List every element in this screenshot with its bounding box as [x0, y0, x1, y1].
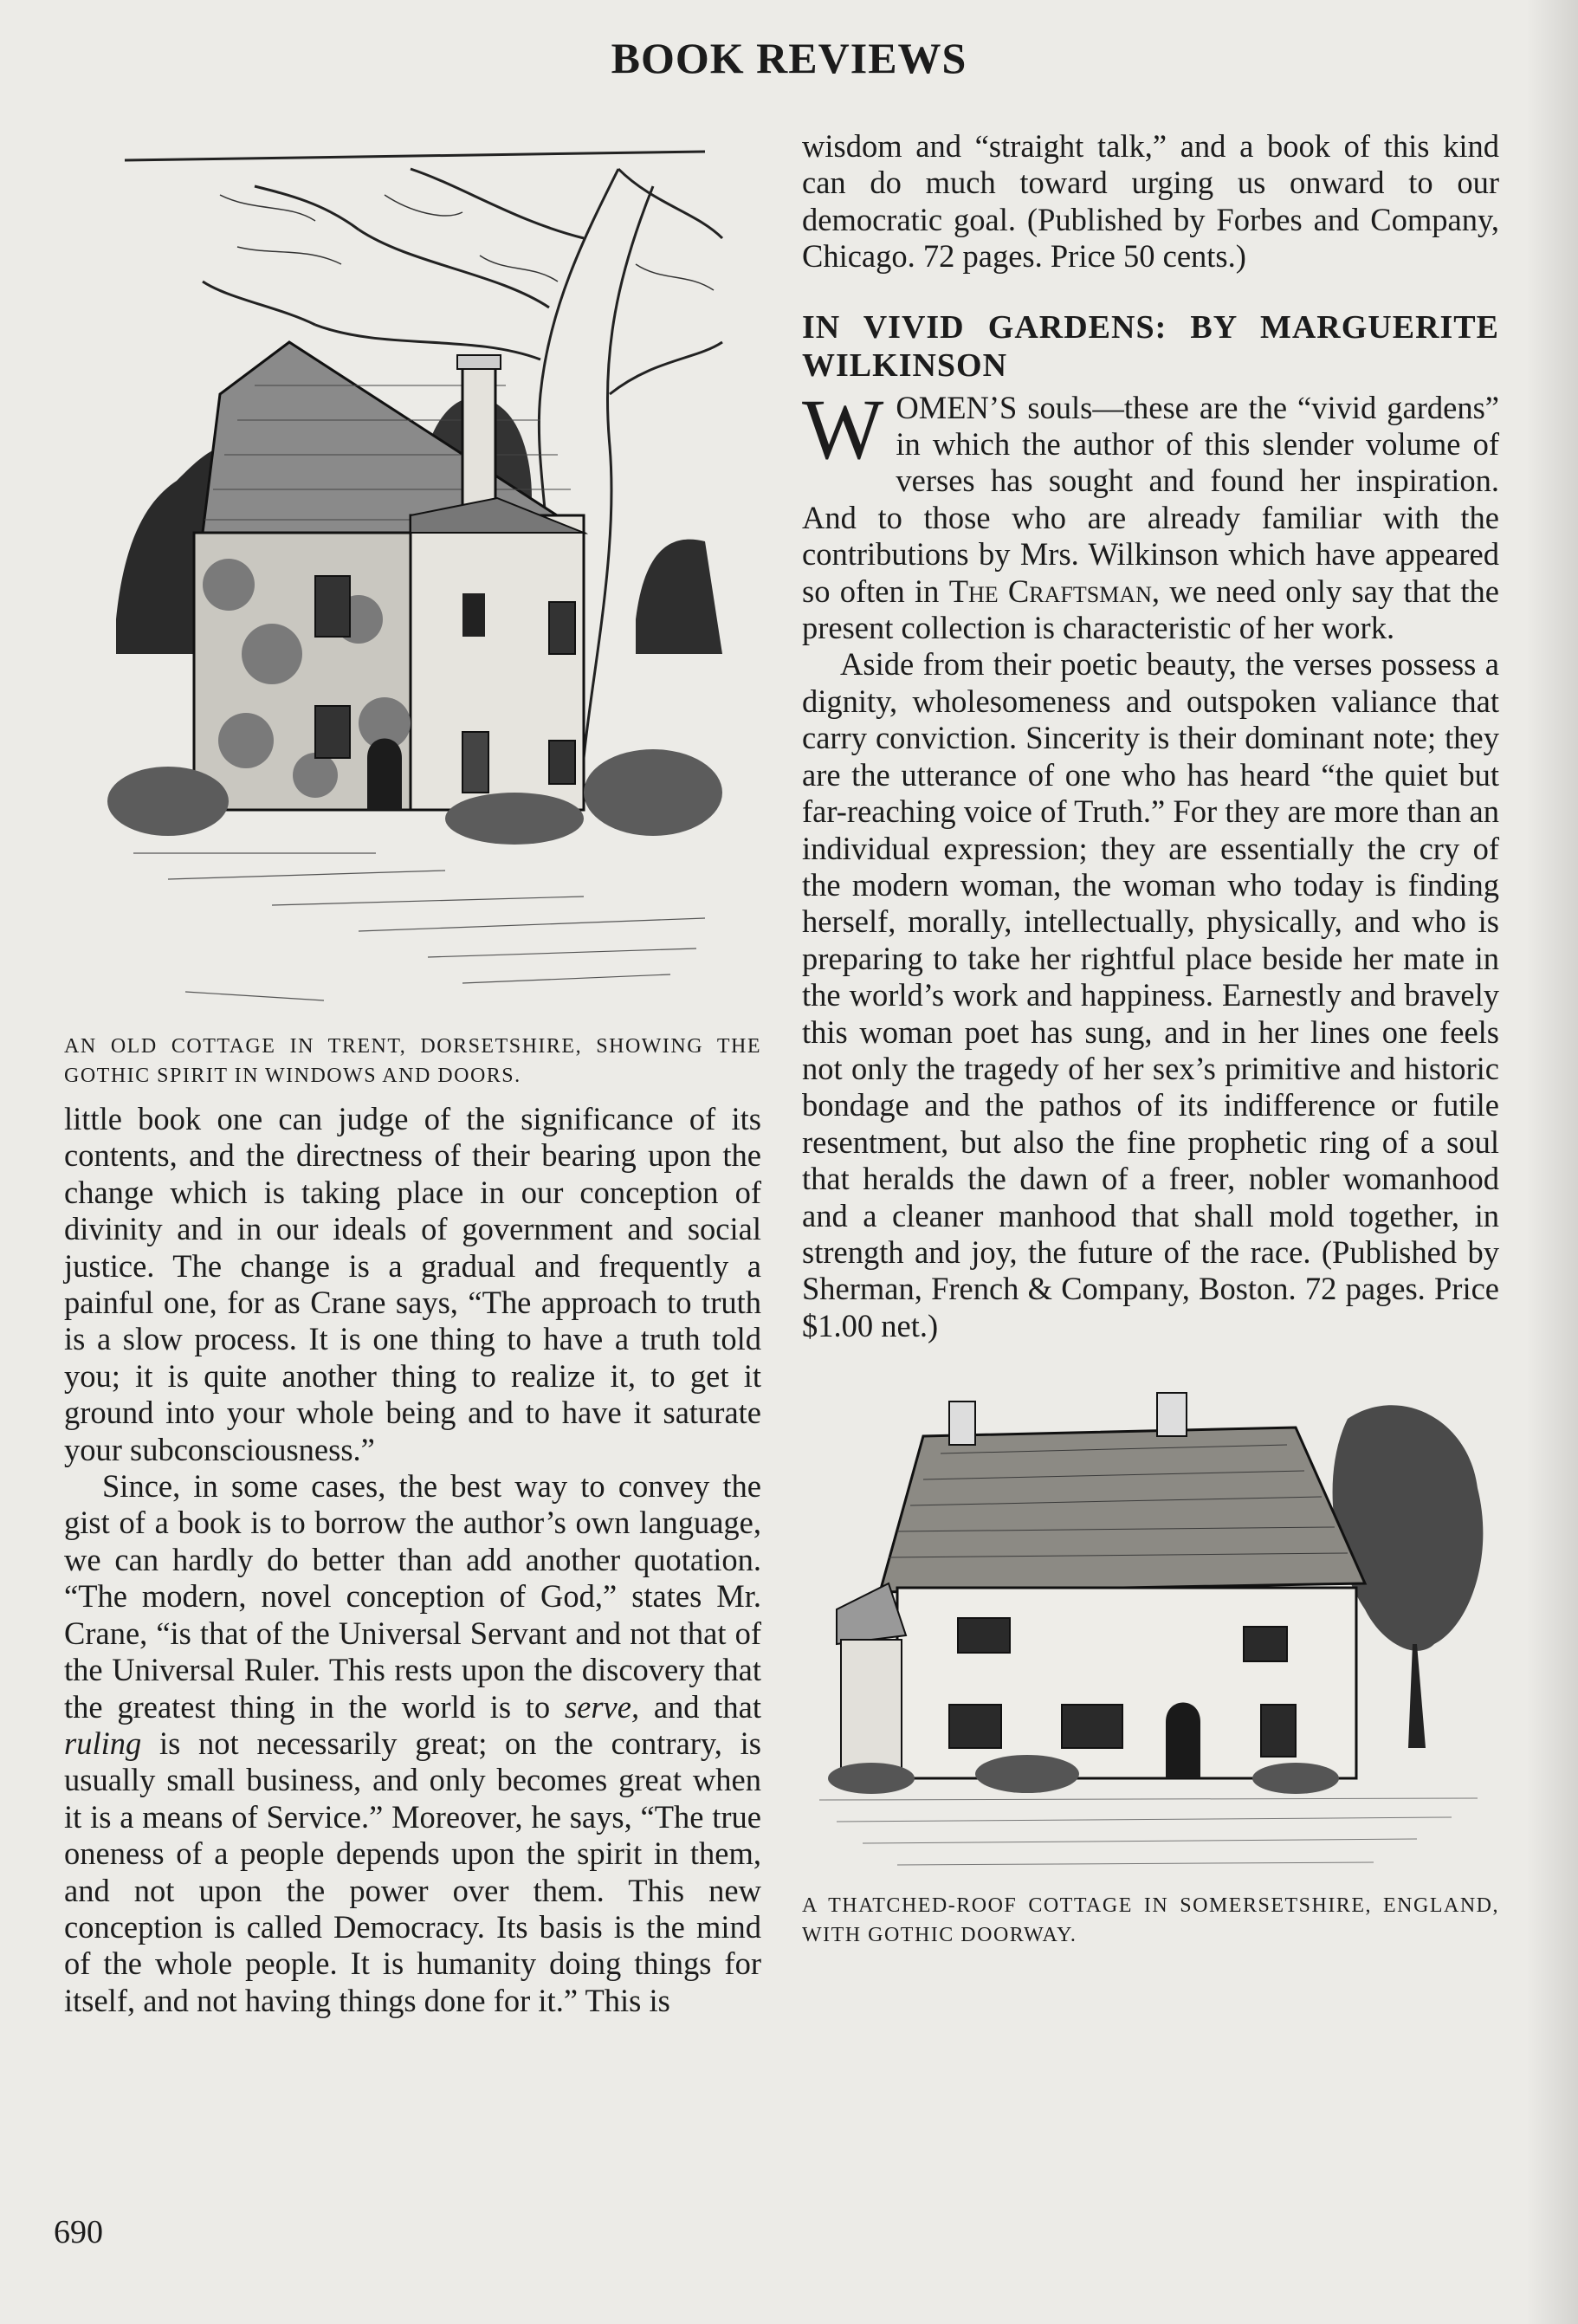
thatched-cottage-illustration — [811, 1384, 1495, 1882]
figure-caption-left: AN OLD COTTAGE IN TRENT, DORSETSHIRE, SHOWING THE GOTHIC SPIRIT IN WINDOWS AND DOORS. — [64, 1035, 761, 1087]
drop-cap: W — [802, 380, 884, 477]
scan-gutter-shadow — [1526, 0, 1578, 2324]
right-paragraph-continued: wisdom and “straight talk,” and a book of this kind can do much toward urging us onward to our democratic goal. (Published by Forbes and Company, Chicago. 72 pages. Price 50 cents.) — [802, 128, 1499, 275]
review-paragraph-1: WOMEN’S souls—these are the “vivid gardens” in which the author of this slender volume of verses has sought and found her inspiration. And to those who are already familiar with the contributions by Mrs. Wilkinson which have appeared so often in The Craftsman, we need only say that the present collection is characteristic of her work. — [802, 380, 1499, 646]
right-column — [802, 128, 1499, 1950]
left-paragraph-2: Since, in some cases, the best way to convey the gist of a book is to borrow the author’s own language, we can hardly do better than add another quotation. “The modern, novel conception of God,” states Mr. Crane, “is that of the Universal Servant and not that of the Universal Ruler. This rests upon the discovery that the greatest thing in the world is to serve, and that ruling is not necessarily great; on the contrary, is usually small business, and only becomes great when it is a means of Service.” Moreover, he says, “The true oneness of a people depends upon the spirit in them, and not upon the power over them. This new conception is called Democracy. Its basis is the mind of the whole people. It is humanity doing things for itself, and not having things done for it.” This is — [64, 1468, 761, 2018]
review-heading: IN VIVID GARDENS: BY MARGUERITE WILKINSON — [802, 308, 1499, 384]
cottage-trent-illustration — [99, 134, 731, 1016]
left-paragraph-1: little book one can judge of the significance of its contents, and the directness of their bearing upon the change which is taking place in our conception of divinity and in our ideals of government and social justice. The change is a gradual and frequently a painful one, for as Crane says, “The approach to truth is a slow process. It is one thing to have a truth told you; it is quite another thing to realize it, to get it ground into your whole being and to have it saturate your subconsciousness.” — [64, 1101, 761, 1467]
page-title: BOOK REVIEWS — [611, 34, 967, 82]
review-paragraph-2: Aside from their poetic beauty, the verses possess a dignity, wholesomeness and outspoken valiance that carry conviction. Sincerity is their dominant note; they are the utterance of one who has heard “the quiet but far-reaching voice of Truth.” For they are more than an individual expression; they are essentially the cry of the modern woman, the woman who today is finding herself, morally, intellectually, physically, and who is preparing to take her rightful place beside her mate in the world’s work and happiness. Earnestly and bravely this woman poet has sung, and in her lines one feels not only the tragedy of her sex’s primitive and historic bondage and the pathos of its indifference or futile resentment, but also the fine prophetic ring of a soul that heralds the dawn of a freer, nobler womanhood and a cleaner manhood that shall mold together, in strength and joy, the future of the race. (Published by Sherman, French & Company, Boston. 72 pages. Price $1.00 net.) — [802, 646, 1499, 1343]
figure-caption-right: A THATCHED-ROOF COTTAGE IN SOMERSETSHIRE, ENGLAND, WITH GOTHIC DOORWAY. — [802, 1894, 1499, 1947]
left-column — [64, 134, 761, 2019]
page-number: 690 — [54, 2214, 103, 2250]
